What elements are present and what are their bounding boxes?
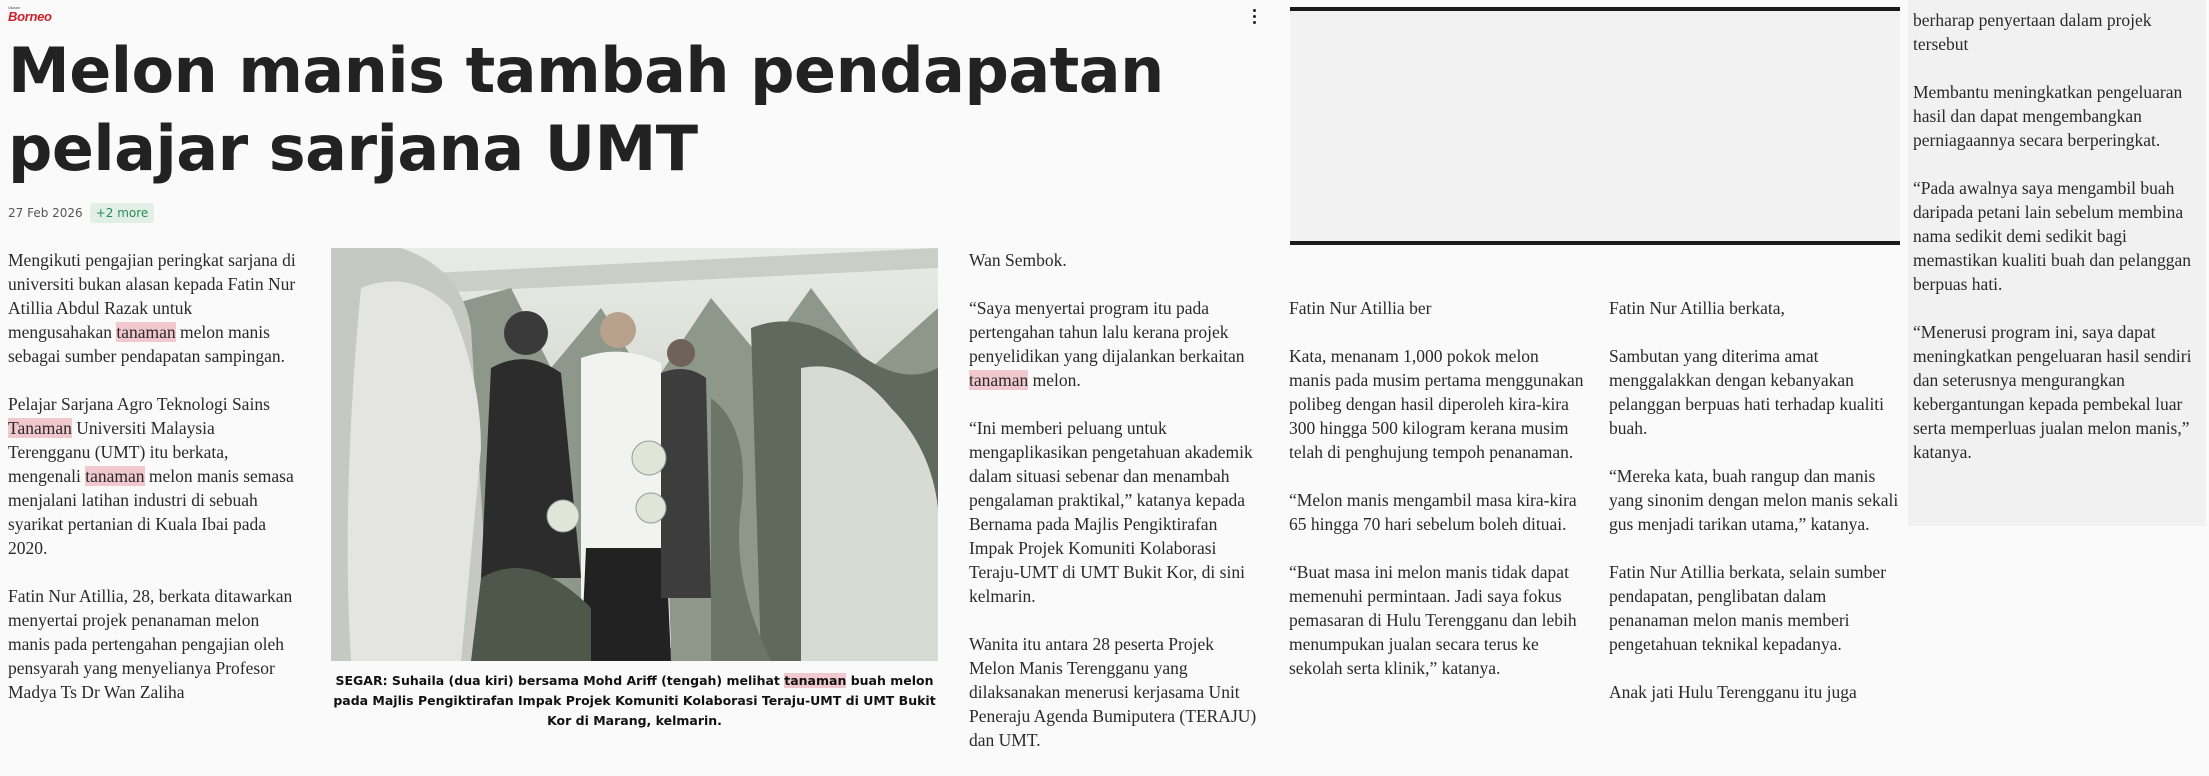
brand-logo[interactable] bbox=[8, 6, 52, 24]
text-run: Fatin Nur Atillia berkata, selain sumber pendapatan, penglibatan dalam penanaman melon manis memberi pengetahuan teknikal kepadanya. bbox=[1609, 562, 1887, 654]
paragraph bbox=[1609, 296, 1899, 320]
text-run: Fatin Nur Atillia ber bbox=[1289, 298, 1432, 318]
text-run: melon manis semasa menjalani latihan industri di sebuah syarikat pertanian di Kuala Ibai pada 2020. bbox=[8, 466, 294, 558]
paragraph bbox=[8, 584, 298, 704]
text-run: Fatin Nur Atillia berkata, bbox=[1609, 298, 1785, 318]
text-run: Membantu meningkatkan pengeluaran hasil dan dapat mengembangkan perniagaannya secara berperingkat. bbox=[1913, 82, 2183, 150]
paragraph bbox=[1289, 296, 1584, 320]
paragraph bbox=[8, 392, 298, 560]
paragraph bbox=[1609, 464, 1899, 536]
brand-logo-small: Utusan bbox=[8, 5, 20, 10]
paragraph bbox=[969, 296, 1259, 392]
paragraph bbox=[969, 632, 1259, 752]
text-run: Kata, menanam 1,000 pokok melon manis pada musim pertama menggunakan polibeg dengan hasil diperoleh kira-kira 300 hingga 500 kilogram kerana musim telah di penghujung tempoh penanaman. bbox=[1289, 346, 1584, 462]
text-run: Sambutan yang diterima amat menggalakkan dengan kebanyakan pelanggan berpuas hati terhadap kualiti buah. bbox=[1609, 346, 1885, 438]
paragraph bbox=[1913, 176, 2205, 296]
highlighted-term: tanaman bbox=[116, 322, 176, 342]
paragraph bbox=[1913, 80, 2205, 152]
article-column-6 bbox=[1913, 8, 2205, 488]
text-run: berharap penyertaan dalam projek tersebut bbox=[1913, 10, 2152, 54]
paragraph bbox=[1913, 8, 2205, 56]
paragraph bbox=[1289, 560, 1584, 680]
paragraph bbox=[1289, 344, 1584, 464]
paragraph bbox=[1609, 560, 1899, 656]
article-photo bbox=[331, 248, 938, 661]
text-run: “Saya menyertai program itu pada pertengahan tahun lalu kerana projek penyelidikan yang dijalankan berkaitan bbox=[969, 298, 1245, 366]
highlighted-term: tanaman bbox=[784, 673, 847, 688]
more-options-icon[interactable] bbox=[1246, 4, 1262, 28]
text-run: “Buat masa ini melon manis tidak dapat memenuhi permintaan. Jadi saya fokus pemasaran di Hulu Terengganu dan lebih menumpukan jualan secara terus ke sekolah serta klinik,” katanya. bbox=[1289, 562, 1577, 678]
text-run: “Menerusi program ini, saya dapat meningkatkan pengeluaran hasil sendiri dan seterusnya mengurangkan kebergantungan kepada pembekal luar serta memperluas jualan melon manis,” katanya. bbox=[1913, 322, 2192, 462]
text-run: Wanita itu antara 28 peserta Projek Melon Manis Terengganu yang dilaksanakan menerusi kerjasama Unit Peneraju Agenda Bumiputera (TERAJU) dan UMT. bbox=[969, 634, 1257, 750]
advert-placeholder bbox=[1290, 7, 1900, 245]
text-run: Wan Sembok. bbox=[969, 250, 1067, 270]
article-column-5 bbox=[1609, 296, 1899, 728]
text-run: melon. bbox=[1028, 370, 1081, 390]
text-run: Mengikuti pengajian peringkat sarjana di universiti bukan alasan kepada Fatin Nur Atillia Abdul Razak untuk mengusahakan bbox=[8, 250, 296, 342]
text-run: Fatin Nur Atillia, 28, berkata ditawarkan menyertai projek penanaman melon manis pada pertengahan pengajian oleh pensyarah yang menyelianya Profesor Madya Ts Dr Wan Zaliha bbox=[8, 586, 293, 702]
article-meta bbox=[8, 203, 154, 223]
text-run: “Melon manis mengambil masa kira-kira 65 hingga 70 hari sebelum boleh dituai. bbox=[1289, 490, 1577, 534]
article-date: 27 Feb 2026 bbox=[8, 206, 83, 220]
paragraph bbox=[1289, 488, 1584, 536]
text-run: Universiti Malaysia Terengganu (UMT) itu berkata, mengenali bbox=[8, 418, 229, 486]
paragraph bbox=[969, 248, 1259, 272]
text-run: “Pada awalnya saya mengambil buah daripada petani lain sebelum membina nama sedikit demi sedikit bagi memastikan kualiti buah dan pelanggan berpuas hati. bbox=[1913, 178, 2191, 294]
article-title: Melon manis tambah pendapatan pelajar sarjana UMT bbox=[8, 34, 1164, 185]
paragraph bbox=[1913, 320, 2205, 464]
text-run: Anak jati Hulu Terengganu itu juga bbox=[1609, 682, 1857, 702]
highlighted-term: tanaman bbox=[969, 370, 1029, 390]
text-run: Pelajar Sarjana Agro Teknologi Sains bbox=[8, 394, 270, 414]
brand-logo-text: Borneo bbox=[8, 9, 52, 24]
text-run: melon manis sebagai sumber pendapatan sampingan. bbox=[8, 322, 285, 366]
paragraph bbox=[8, 248, 298, 368]
highlighted-term: tanaman bbox=[85, 466, 145, 486]
article-column-3 bbox=[969, 248, 1259, 776]
text-run: “Ini memberi peluang untuk mengaplikasikan pengetahuan akademik dalam situasi sebenar dan menambah pengalaman praktikal,” katanya kepada Bernama pada Majlis Pengiktirafan Impak Projek Komuniti Kolaborasi Teraju-UMT di UMT Bukit Kor, di sini kelmarin. bbox=[969, 418, 1253, 606]
article-column-1 bbox=[8, 248, 298, 728]
paragraph bbox=[1609, 680, 1899, 704]
highlighted-term: Tanaman bbox=[8, 418, 72, 438]
text-run: SEGAR: Suhaila (dua kiri) bersama Mohd Ariff (tengah) melihat bbox=[335, 673, 785, 688]
paragraph bbox=[969, 416, 1259, 608]
article-column-4 bbox=[1289, 296, 1584, 704]
more-tags-button[interactable]: +2 more bbox=[90, 203, 155, 223]
photo-caption bbox=[331, 671, 938, 731]
text-run: “Mereka kata, buah rangup dan manis yang sinonim dengan melon manis sekali gus menjadi tarikan utama,” katanya. bbox=[1609, 466, 1899, 534]
text-run: buah melon pada Majlis Pengiktirafan Impak Projek Komuniti Kolaborasi Teraju-UMT di UMT Bukit Kor di Marang, kelmarin. bbox=[333, 673, 936, 728]
paragraph bbox=[1609, 344, 1899, 440]
